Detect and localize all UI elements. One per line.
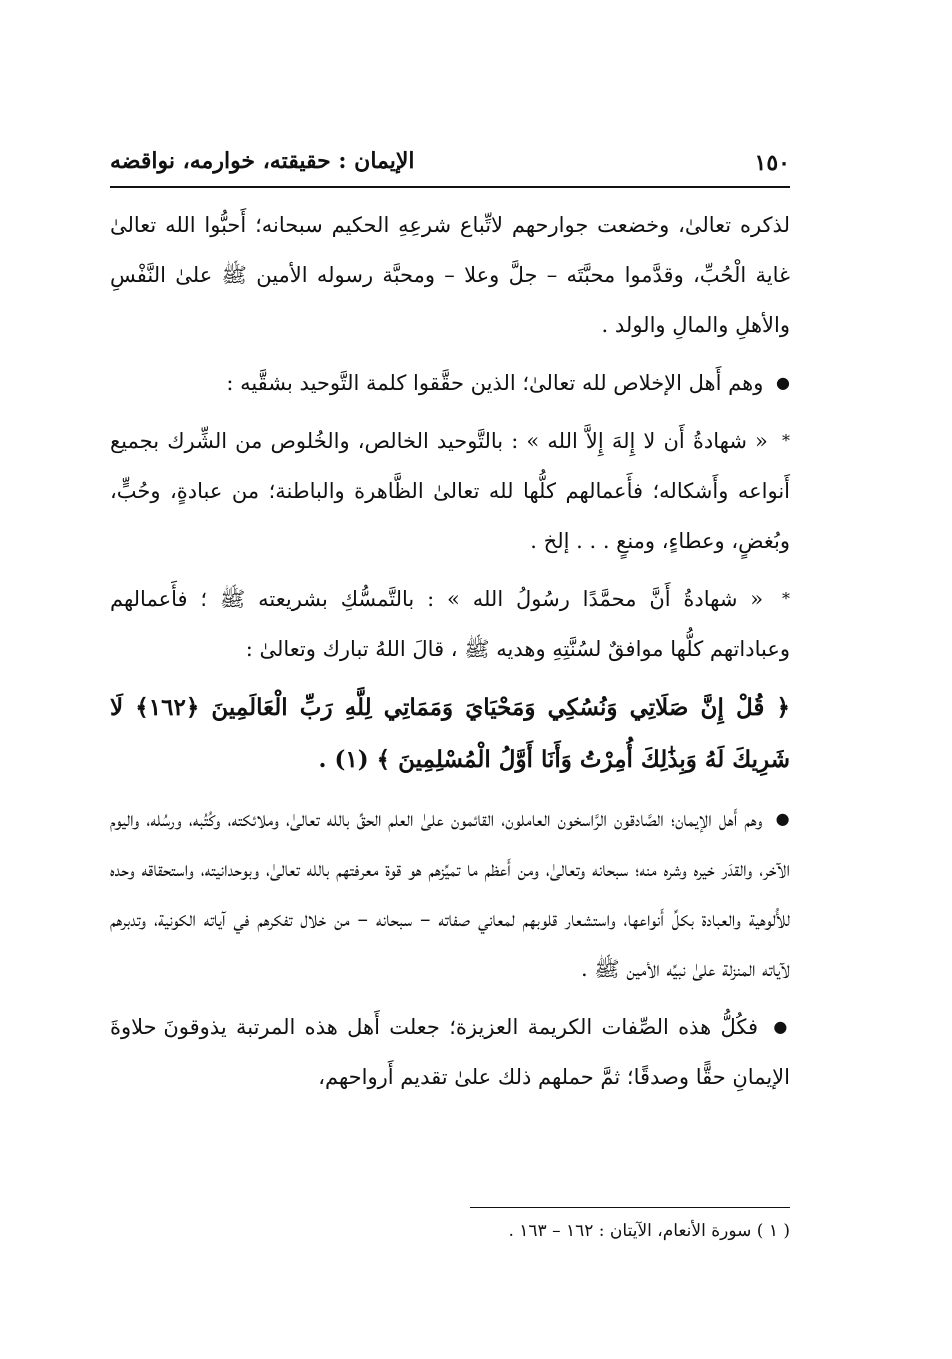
text-line: وهم أَهل الإيمان؛ الصَّادقون الرَّاسخون العاملون، القائمون علىٰ — [420, 807, 763, 831]
text-line: الله تعالىٰ غاية الْحُبِّ، وقدَّموا محبَّتَه – جلَّ وعلا – ومحبَّة رسوله الأمين — [110, 213, 790, 287]
paragraph-people-of-iman — [110, 794, 790, 994]
text-line: « شهادةُ أَنَّ محمَّدًا رسُولُ الله » : بالتَّمسُّكِ بشريعته ﷺ ؛ فأَعمالهم — [110, 587, 764, 611]
body-text — [110, 200, 790, 1102]
running-title: الإيمان : حقيقته، خوارمه، نواقضه — [110, 148, 415, 174]
text-line: حلاوةَ الإيمانِ حقًّا وصدقًا؛ ثمَّ حملهم ذلك علىٰ تقديم أَرواحهم، — [110, 1015, 790, 1089]
text-line: بالله تعالىٰ، وبوحدانيته، واستحقاقه وحده للأُلوهية والعبادة بكلِّ أَنواعها، — [110, 857, 790, 931]
text-line: وعباداتهم كلُّها موافقٌ لسُنَّتِهِ وهديه ﷺ ، قالَ اللهُ تبارك وتعالىٰ : — [245, 637, 790, 661]
bullet-dot-icon: ● — [775, 809, 790, 828]
paragraph-love-of-allah — [110, 200, 790, 350]
paragraph-shahada-risala — [110, 574, 790, 674]
page-number: ١٥٠ — [754, 150, 790, 176]
footnote-rule — [470, 1207, 790, 1208]
asterisk-icon: * — [782, 589, 790, 608]
asterisk-icon: * — [782, 431, 790, 450]
text-line: فكُلُّ هذه الصِّفات الكريمة العزيزة؛ جعلت أَهل هذه المرتبة يذوقونَ — [163, 1015, 759, 1039]
text-line: وهم أَهل الإخلاص لله تعالىٰ؛ الذين حقَّقوا كلمة التَّوحيد بشقَّيه : — [226, 371, 764, 395]
quran-verse — [110, 682, 790, 786]
text-line: العلم الحقِّ بالله تعالىٰ، وملائكته، وكُتُبه، ورسُله، واليوم الآخر، والقدَر — [110, 807, 790, 881]
text-line: الكونية، وتدبرهم لآياته المنزلة علىٰ نبيِّه الأمين ﷺ . — [110, 907, 790, 981]
paragraph-shahada-tawhid — [110, 416, 790, 566]
page-header — [110, 148, 790, 188]
text-line: « شهادةُ أَن لا إِلهَ إِلاَّ الله » : بالتَّوحيد الخالص، والخُلوص من الشِّرك — [167, 429, 768, 453]
header-rule — [110, 186, 790, 188]
text-line: بجميع أَنواعه وأَشكاله؛ فأَعمالهم كلُّها لله تعالىٰ الظَّاهرة والباطنة؛ من — [110, 429, 791, 503]
text-line: لذكره تعالىٰ، وخضعت جوارحهم لاتِّباع شرعِهِ الحكيم سبحانه؛ أَحبُّوا — [204, 213, 790, 237]
bullet-dot-icon: ● — [773, 1017, 790, 1036]
text-line: واستشعار قلوبهم لمعاني صفاته – سبحانه – من خلال تفكرهم في آياته — [203, 907, 616, 931]
verse-line: ﴿ قُلْ إِنَّ صَلَاتِي وَنُسُكِي وَمَحْيَايَ وَمَمَاتِي لِلَّهِ رَبِّ الْعَالَمِينَ ﴿١٦٢﴾ — [135, 694, 790, 721]
verse-line: لَا شَرِيكَ لَهُ وَبِذَٰلِكَ أُمِرْتُ وَأَنَا أَوَّلُ الْمُسْلِمِينَ ﴾ (١) . — [110, 694, 790, 773]
footnote: ( ١ ) سورة الأنعام، الآيتان : ١٦٢ – ١٦٣ . — [508, 1221, 790, 1241]
paragraph-people-of-ikhlas — [110, 358, 790, 408]
text-line: خيره وشره منه؛ سبحانه وتعالىٰ، ومن أَعظم ما تميِّزهم هو قوة معرفتهم — [336, 857, 715, 881]
text-line: عبادةٍ، وحُبٍّ، وبُغضٍ، وعطاءٍ، ومنعٍ . . . إلخ . — [110, 479, 790, 553]
paragraph-sweetness-of-iman — [110, 1002, 790, 1102]
bullet-dot-icon: ● — [776, 373, 790, 392]
text-line: ﷺ علىٰ النَّفْسِ والأهلِ والمالِ والولد . — [110, 263, 790, 337]
